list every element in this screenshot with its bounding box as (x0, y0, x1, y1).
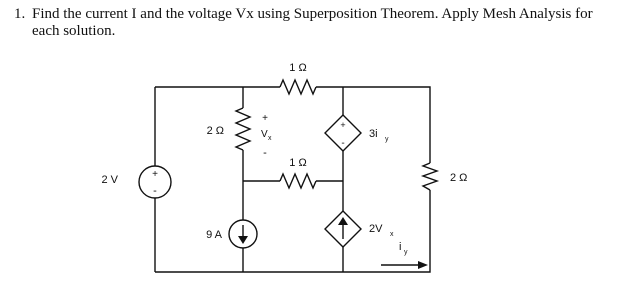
svg-text:V: V (261, 129, 268, 140)
resistor-right (423, 163, 467, 190)
dep-current-label: 2V (369, 223, 383, 235)
resistor-left (207, 108, 250, 150)
svg-text:y: y (404, 249, 408, 256)
problem-number: 1. (14, 6, 26, 22)
dependent-current-source (325, 211, 394, 247)
resistor-top (280, 62, 316, 94)
problem-text: Find the current I and the voltage Vx using Superposition Theorem. Apply Mesh Analysis for each solution. (32, 6, 593, 39)
svg-text:-: - (341, 138, 345, 149)
vx-label (261, 113, 272, 159)
svg-text:-: - (153, 185, 157, 197)
svg-text:+: + (340, 120, 346, 130)
svg-text:x: x (268, 135, 272, 142)
current-source-label: 9 A (206, 229, 222, 241)
dep-voltage-label: 3i (369, 128, 378, 140)
svg-text:y: y (385, 136, 389, 143)
resistor-middle (280, 157, 316, 188)
svg-text:+: + (262, 113, 268, 124)
voltage-source-2v (101, 166, 171, 198)
iy-current-arrow (381, 241, 428, 269)
svg-text:+: + (152, 169, 158, 180)
resistor-right-label: 2 Ω (450, 172, 468, 184)
voltage-source-label: 2 V (101, 174, 118, 186)
current-source-9a (206, 220, 257, 248)
svg-text:i: i (399, 241, 402, 253)
resistor-middle-label: 1 Ω (289, 157, 307, 169)
svg-text:x: x (390, 231, 394, 238)
dependent-voltage-source (325, 115, 389, 151)
svg-text:-: - (263, 147, 267, 159)
resistor-left-label: 2 Ω (206, 125, 224, 137)
resistor-top-label: 1 Ω (289, 62, 307, 74)
